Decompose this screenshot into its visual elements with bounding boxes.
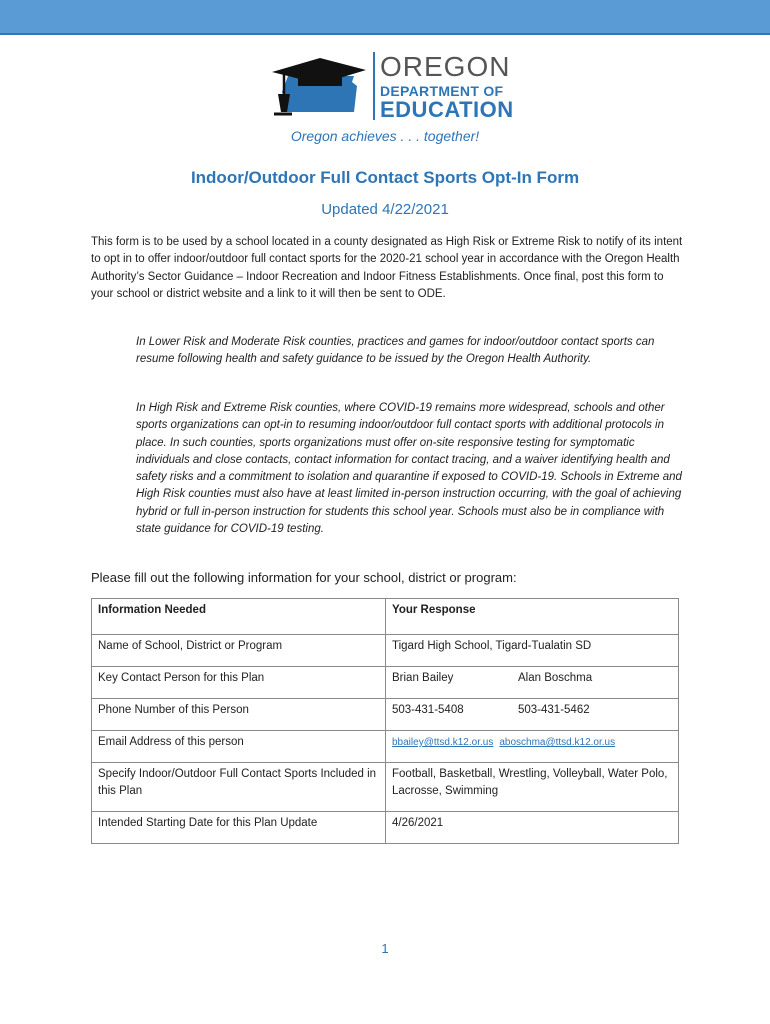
high-risk-paragraph: In High Risk and Extreme Risk counties, where COVID-19 remains more widespread, schools and other sports organizations can opt-in to resuming indoor/outdoor full contact sports with additional protocols in place. In such counties, sports organizations must offer on-site responsive testing for symptomatic individuals and close contacts, contact information for contact tracing, and a waiver identifying health and safety risks and a commitment to isolation and quarantine if exposed to COVID-19. Schools in Extreme and High Risk counties must also have at least limited in-person instruction occurring, with the goal of achieving hybrid or full in-person instruction for students this school year. Schools must also be in compliance with state guidance for COVID-19 testing. <box>136 402 682 536</box>
sports-value: Football, Basketball, Wrestling, Volleyball, Water Polo, Lacrosse, Swimming <box>386 763 679 812</box>
tagline: Oregon achieves . . . together! <box>290 128 480 144</box>
phone-value <box>386 699 679 731</box>
updated-date: Updated 4/22/2021 <box>321 201 449 218</box>
email-link-1[interactable]: bbailey@ttsd.k12.or.us <box>392 737 494 748</box>
phone-number-1: 503-431-5408 <box>392 704 464 716</box>
email-link-2[interactable]: aboschma@ttsd.k12.or.us <box>499 737 616 748</box>
contact-name-2: Alan Boschma <box>518 672 593 684</box>
contact-value <box>386 667 679 699</box>
table-row <box>92 763 679 812</box>
school-value: Tigard High School, Tigard-Tualatin SD <box>386 635 679 667</box>
header-rule <box>0 33 770 35</box>
logo-department-text: DEPARTMENT OF <box>380 83 504 99</box>
page-title: Indoor/Outdoor Full Contact Sports Opt-In Form <box>190 168 580 187</box>
header-bar <box>0 0 770 33</box>
intro-paragraph: This form is to be used by a school located in a county designated as High Risk or Extreme Risk to notify of its intent to opt in to offer indoor/outdoor full contact sports for the 2020-21 school year in accordance with the Oregon Health Authority’s Sector Guidance – Indoor Recreation and Indoor Fitness Establishments. Once final, post this form to your school or district website and a link to it will then be sent to ODE. <box>91 236 683 300</box>
header-information-needed: Information Needed <box>92 599 386 635</box>
date-value: 4/26/2021 <box>386 812 679 844</box>
contact-name-1: Brian Bailey <box>392 672 454 684</box>
fill-prompt: Please fill out the following information for your school, district or program: <box>91 570 517 585</box>
email-label: Email Address of this person <box>92 731 386 763</box>
graduation-cap-oregon-map-icon <box>262 52 372 122</box>
table-row <box>92 699 679 731</box>
table-row <box>92 731 679 763</box>
table-row <box>92 635 679 667</box>
table-row <box>92 812 679 844</box>
page-number: 1 <box>381 941 389 956</box>
contact-label: Key Contact Person for this Plan <box>92 667 386 699</box>
table-header-row <box>92 599 679 635</box>
email-value <box>386 731 679 763</box>
ode-logo <box>262 52 512 122</box>
table-row <box>92 667 679 699</box>
phone-number-2: 503-431-5462 <box>518 704 590 716</box>
logo-divider <box>373 52 375 120</box>
sports-label: Specify Indoor/Outdoor Full Contact Sports Included in this Plan <box>92 763 386 812</box>
logo-oregon-text: OREGON <box>380 51 511 82</box>
school-label: Name of School, District or Program <box>92 635 386 667</box>
lower-risk-paragraph: In Lower Risk and Moderate Risk counties, practices and games for indoor/outdoor contact sports can resume following health and safety guidance to be issued by the Oregon Health Authority. <box>136 336 655 366</box>
header-your-response: Your Response <box>386 599 679 635</box>
logo-education-text: EDUCATION <box>380 97 514 122</box>
phone-label: Phone Number of this Person <box>92 699 386 731</box>
date-label: Intended Starting Date for this Plan Update <box>92 812 386 844</box>
information-table <box>91 598 679 844</box>
